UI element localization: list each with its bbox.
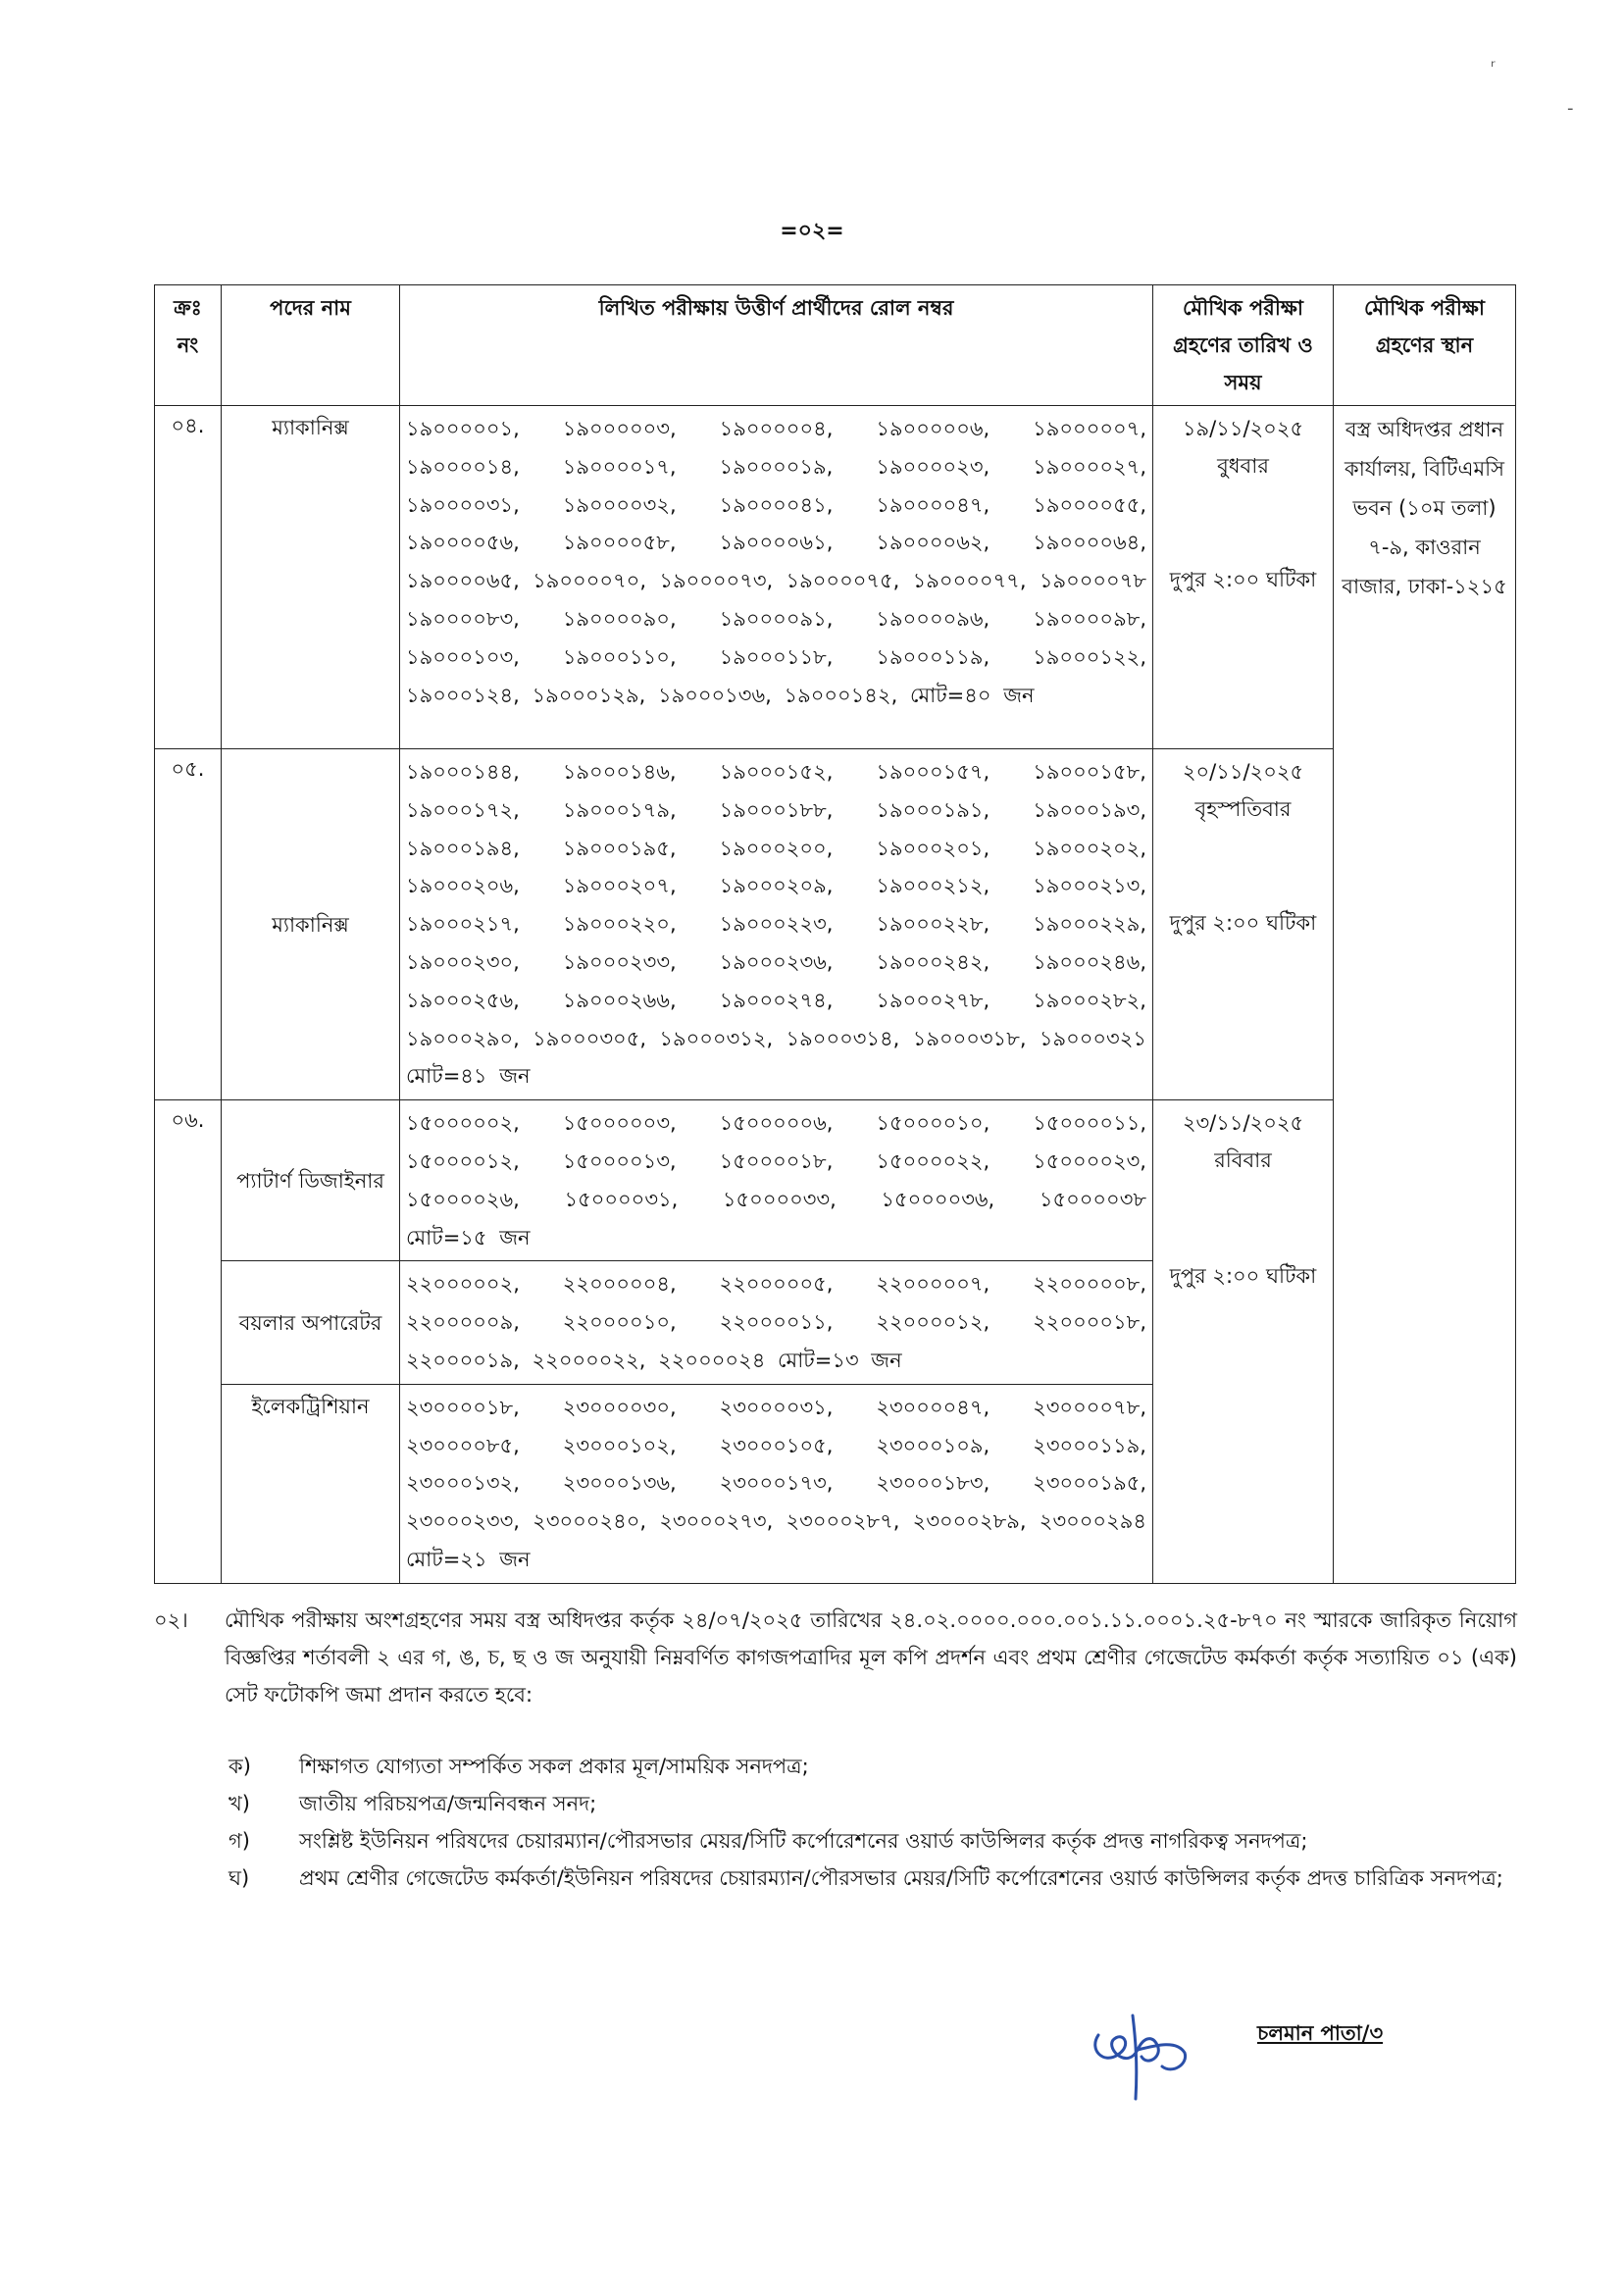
rolls-cell xyxy=(400,1100,1153,1261)
page-number: =০২= xyxy=(780,219,844,243)
exam-day: বৃহস্পতিবার xyxy=(1194,797,1292,821)
post-cell: ইলেকট্রিশিয়ান xyxy=(222,1384,400,1583)
continue-page-label: চলমান পাতা/৩ xyxy=(1257,2021,1384,2045)
roll-numbers: ১৫০০০০০২, ১৫০০০০০৩, ১৫০০০০০৬, ১৫০০০০১০, ১৫০০০০১১, ১৫০০০০১২, ১৫০০০০১৩, ১৫০০০০১৮, ১৫০০০০২২, ১৫০০০০২৩, ১৫০০০০২৬, ১৫০০০০৩১, ১৫০০০০৩৩, ১৫০০০০৩৬, ১৫০০০০৩৮ xyxy=(406,1111,1146,1211)
rolls-cell xyxy=(400,406,1153,749)
header-post: পদের নাম xyxy=(222,285,400,406)
total-count: মোট=১৫ জন xyxy=(406,1225,531,1249)
exam-day: বুধবার xyxy=(1217,454,1269,478)
corner-mark: - xyxy=(1567,98,1574,119)
serial-cell: ০৪. xyxy=(155,406,222,749)
rolls-cell xyxy=(400,1384,1153,1583)
list-item xyxy=(228,1786,1523,1821)
note-number: ০২। xyxy=(154,1608,188,1632)
list-item-text: জাতীয় পরিচয়পত্র/জন্মনিবন্ধন সনদ; xyxy=(299,1792,597,1815)
roll-numbers: ১৯০০০১৪৪, ১৯০০০১৪৬, ১৯০০০১৫২, ১৯০০০১৫৭, ১৯০০০১৫৮, ১৯০০০১৭২, ১৯০০০১৭৯, ১৯০০০১৮৮, ১৯০০০১৯১, ১৯০০০১৯৩, ১৯০০০১৯৪, ১৯০০০১৯৫, ১৯০০০২০০, ১৯০০০২০১, ১৯০০০২০২, ১৯০০০২০৬, ১৯০০০২০৭, ১৯০০০২০৯, ১৯০০০২১২, ১৯০০০২১৩, ১৯০০০২১৭, ১৯০০০২২০, ১৯০০০২২৩, ১৯০০০২২৮, ১৯০০০২২৯, ১৯০০০২৩০, ১৯০০০২৩৩, ১৯০০০২৩৬, ১৯০০০২৪২, ১৯০০০২৪৬, ১৯০০০২৫৬, ১৯০০০২৬৬, ১৯০০০২৭৪, ১৯০০০২৭৮, ১৯০০০২৮২, ১৯০০০২৯০, ১৯০০০৩০৫, ১৯০০০৩১২, ১৯০০০৩১৪, ১৯০০০৩১৮, ১৯০০০৩২১ xyxy=(406,760,1146,1050)
serial-cell: ০৬. xyxy=(155,1100,222,1584)
exam-time: দুপুর ২:০০ ঘটিকা xyxy=(1169,911,1317,935)
exam-day: রবিবার xyxy=(1214,1148,1272,1173)
rolls-cell xyxy=(400,749,1153,1100)
signature-stroke xyxy=(1095,2015,1186,2099)
table-row xyxy=(155,749,1516,1100)
table-header-row xyxy=(155,285,1516,406)
instruction-note xyxy=(154,1602,1517,1713)
header-datetime: মৌখিক পরীক্ষা গ্রহণের তারিখ ও সময় xyxy=(1153,285,1334,406)
datetime-cell xyxy=(1153,1100,1334,1584)
datetime-cell xyxy=(1153,749,1334,1100)
total-count: মোট=৪১ জন xyxy=(406,1064,531,1089)
exam-time: দুপুর ২:০০ ঘটিকা xyxy=(1169,1264,1317,1289)
total-count: মোট=১৩ জন xyxy=(778,1348,902,1372)
exam-date: ২৩/১১/২০২৫ xyxy=(1182,1111,1304,1136)
serial-cell: ০৫. xyxy=(155,749,222,1100)
datetime-cell xyxy=(1153,406,1334,749)
post-cell: ম্যাকানিক্স xyxy=(222,749,400,1100)
table-row xyxy=(155,1100,1516,1261)
header-venue: মৌখিক পরীক্ষা গ্রহণের স্থান xyxy=(1334,285,1516,406)
list-item xyxy=(228,1749,1523,1784)
roll-numbers: ২২০০০০০২, ২২০০০০০৪, ২২০০০০০৫, ২২০০০০০৭, ২২০০০০০৮, ২২০০০০০৯, ২২০০০০১০, ২২০০০০১১, ২২০০০০১২, ২২০০০০১৮, ২২০০০০১৯, ২২০০০০২২, ২২০০০০২৪ xyxy=(406,1272,1146,1372)
list-item-text: প্রথম শ্রেণীর গেজেটেড কর্মকর্তা/ইউনিয়ন পরিষদের চেয়ারম্যান/পৌরসভার মেয়র/সিটি কর্পোরেশনের ওয়ার্ড কাউন্সিলর কর্তৃক প্রদত্ত চারিত্রিক সনদপত্র; xyxy=(299,1866,1503,1890)
list-item xyxy=(228,1861,1523,1896)
list-item-label: খ) xyxy=(228,1792,250,1815)
header-serial: ক্রঃ নং xyxy=(155,285,222,406)
list-item-text: সংশ্লিষ্ট ইউনিয়ন পরিষদের চেয়ারম্যান/পৌরসভার মেয়র/সিটি কর্পোরেশনের ওয়ার্ড কাউন্সিলর কর্তৃক প্রদত্ত নাগরিকত্ব সনদপত্র; xyxy=(299,1829,1308,1853)
exam-time: দুপুর ২:০০ ঘটিকা xyxy=(1169,568,1317,591)
list-item-label: ঘ) xyxy=(228,1866,250,1890)
list-item-text: শিক্ষাগত যোগ্যতা সম্পর্কিত সকল প্রকার মূল/সাময়িক সনদপত্র; xyxy=(299,1755,809,1778)
rolls-cell xyxy=(400,1261,1153,1384)
corner-mark: ʳ xyxy=(1491,57,1496,77)
venue-cell: বস্ত্র অধিদপ্তর প্রধান কার্যালয়, বিটিএমসি ভবন (১০ম তলা) ৭-৯, কাওরান বাজার, ঢাকা-১২১৫ xyxy=(1334,406,1516,1584)
total-count: মোট=২১ জন xyxy=(406,1547,531,1571)
post-cell: প্যাটার্ণ ডিজাইনার xyxy=(222,1100,400,1261)
roll-numbers: ২৩০০০০১৮, ২৩০০০০৩০, ২৩০০০০৩১, ২৩০০০০৪৭, ২৩০০০০৭৮, ২৩০০০০৮৫, ২৩০০০১০২, ২৩০০০১০৫, ২৩০০০১০৯, ২৩০০০১১৯, ২৩০০০১৩২, ২৩০০০১৩৬, ২৩০০০১৭৩, ২৩০০০১৮৩, ২৩০০০১৯৫, ২৩০০০২৩৩, ২৩০০০২৪০, ২৩০০০২৭৩, ২৩০০০২৮৭, ২৩০০০২৮৯, ২৩০০০২৯৪ xyxy=(406,1395,1146,1534)
header-rolls: লিখিত পরীক্ষায় উত্তীর্ণ প্রার্থীদের রোল নম্বর xyxy=(400,285,1153,406)
roll-numbers: ১৯০০০০০১, ১৯০০০০০৩, ১৯০০০০০৪, ১৯০০০০০৬, ১৯০০০০০৭, ১৯০০০০১৪, ১৯০০০০১৭, ১৯০০০০১৯, ১৯০০০০২৩, ১৯০০০০২৭, ১৯০০০০৩১, ১৯০০০০৩২, ১৯০০০০৪১, ১৯০০০০৪৭, ১৯০০০০৫৫, ১৯০০০০৫৬, ১৯০০০০৫৮, ১৯০০০০৬১, ১৯০০০০৬২, ১৯০০০০৬৪, ১৯০০০০৬৫, ১৯০০০০৭০, ১৯০০০০৭৩, ১৯০০০০৭৫, ১৯০০০০৭৭, ১৯০০০০৭৮ ১৯০০০০৮৩, ১৯০০০০৯০, ১৯০০০০৯১, ১৯০০০০৯৬, ১৯০০০০৯৮, ১৯০০০১০৩, ১৯০০০১১০, ১৯০০০১১৮, ১৯০০০১১৯, ১৯০০০১২২, ১৯০০০১২৪, ১৯০০০১২৯, ১৯০০০১৩৬, ১৯০০০১৪২, xyxy=(406,417,1146,707)
table-row xyxy=(155,406,1516,749)
post-cell: বয়লার অপারেটর xyxy=(222,1261,400,1384)
note-text: মৌখিক পরীক্ষায় অংশগ্রহণের সময় বস্ত্র অধিদপ্তর কর্তৃক ২৪/০৭/২০২৫ তারিখের ২৪.০২.০০০০.০০০.০০১.১১.০০০১.২৫-৮৭০ নং স্মারকে জারিকৃত নিয়োগ বিজ্ঞপ্তির শর্তাবলী ২ এর গ, ঙ, চ, ছ ও জ অনুযায়ী নিম্নবর্ণিত কাগজপত্রাদির মূল কপি প্রদর্শন এবং প্রথম শ্রেণীর গেজেটেড কর্মকর্তা কর্তৃক সত্যায়িত ০১ (এক) সেট ফটোকপি জমা প্রদান করতে হবে: xyxy=(225,1608,1517,1707)
list-item xyxy=(228,1823,1523,1859)
list-item-label: গ) xyxy=(228,1829,250,1853)
document-list xyxy=(228,1749,1523,1898)
list-item-label: ক) xyxy=(228,1755,251,1778)
exam-date: ১৯/১১/২০২৫ xyxy=(1182,417,1304,440)
post-cell: ম্যাকানিক্স xyxy=(222,406,400,749)
exam-date: ২০/১১/২০২৫ xyxy=(1182,760,1304,784)
total-count: মোট=৪০ জন xyxy=(909,683,1035,707)
exam-schedule-table xyxy=(154,284,1516,1584)
signature xyxy=(1079,1996,1196,2104)
